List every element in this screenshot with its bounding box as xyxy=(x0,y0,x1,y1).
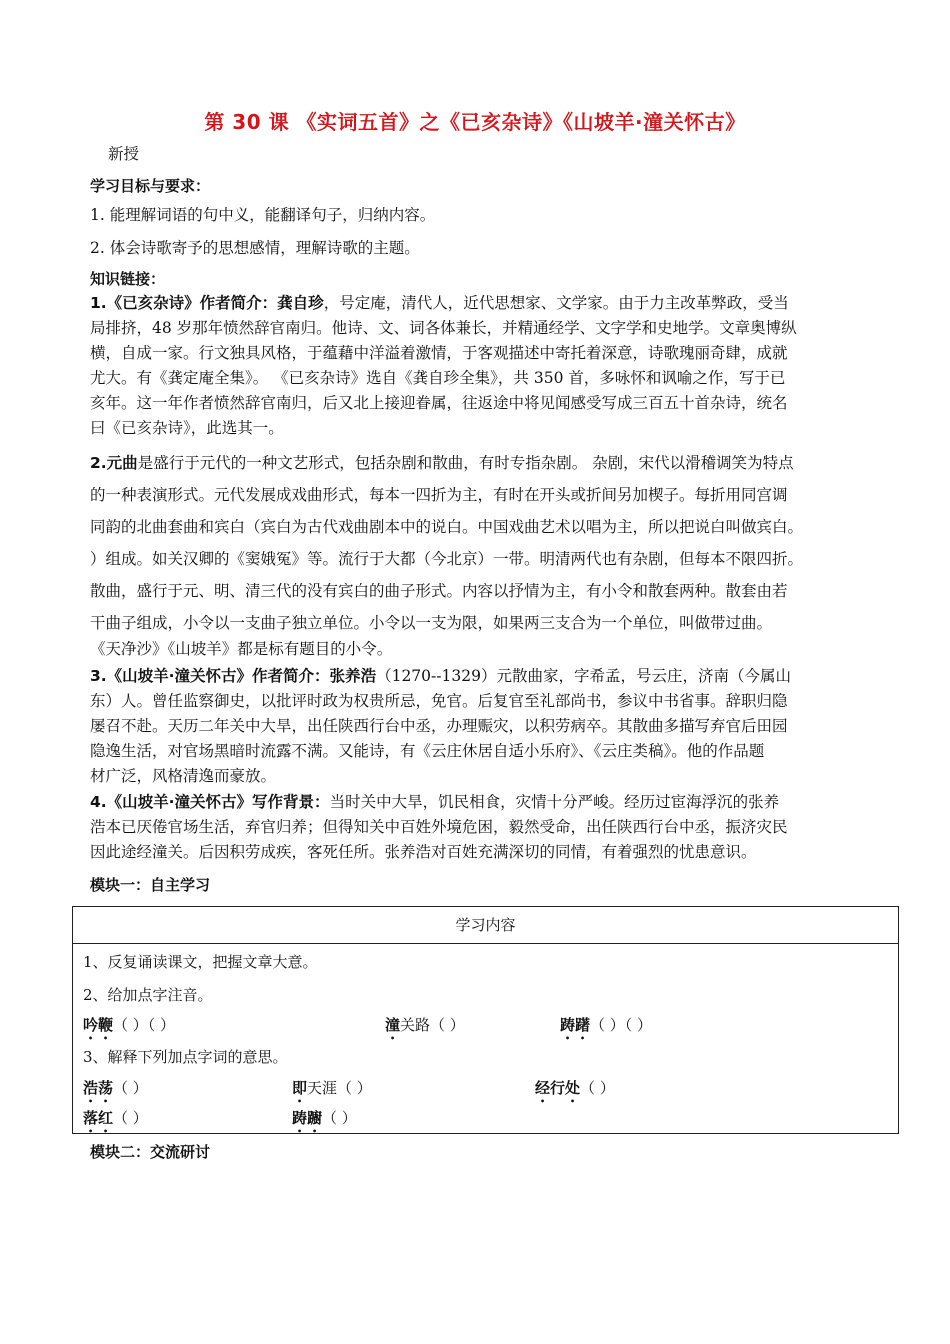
paragraph-line: ，号定庵，清代人，近代思想家、文学家。由于力主改革弊政，受当 xyxy=(323,294,789,312)
knowledge-paragraph-1 xyxy=(90,291,862,441)
meaning-item-1 xyxy=(83,1077,148,1106)
paragraph-line: 横，自成一家。行文独具风格，于蕴藉中洋溢着激情，于客观描述中寄托着深意，诗歌瑰丽奇肆，成就 xyxy=(90,344,788,362)
dotted-word: 踌躕 xyxy=(292,1109,323,1127)
module2-heading: 模块二：交流研讨 xyxy=(90,1143,211,1161)
paragraph-line: 的一种表演形式。元代发展成戏曲形式，每本一四折为主，有时在开头或折间另加楔子。每折用同宫调 xyxy=(90,486,788,504)
paragraph-line: 散曲，盛行于元、明、清三代的没有宾白的曲子形式。内容以抒情为主，有小令和散套两种。散套由若 xyxy=(90,582,788,600)
goals-heading: 学习目标与要求： xyxy=(90,177,211,195)
paragraph-label: 4.《山坡羊·潼关怀古》写作背景： xyxy=(90,793,330,811)
answer-blank[interactable]: （ ） xyxy=(322,1109,357,1127)
dotted-word: 处 xyxy=(565,1079,581,1097)
answer-blank[interactable]: （ ）（ ） xyxy=(590,1016,653,1034)
paragraph-line: 干曲子组成，小令以一支曲子独立单位。小令以一支为限，如果两三支合为一个单位，叫做带过曲。 xyxy=(90,614,773,632)
paragraph-line: 隐逸生活，对官场黑暗时流露不满。又能诗，有《云庄休居自适小乐府》、《云庄类稿》。他的作品题 xyxy=(90,742,765,760)
pinyin-item-3 xyxy=(560,1014,652,1043)
answer-blank[interactable]: （ ） xyxy=(580,1079,615,1097)
paragraph-line: 亥年。这一年作者愤然辞官南归，后又北上接迎眷属，往返途中将见闻感受写成三百五十首杂诗，统名 xyxy=(90,394,788,412)
paragraph-line: 局排挤，48 岁那年愤然辞官南归。他诗、文、词各体兼长，并精通经学、文字学和史地学。文章奥博纵 xyxy=(90,319,797,337)
meaning-item-3 xyxy=(535,1077,615,1106)
goal-item: 2. 体会诗歌寄予的思想感情，理解诗歌的主题。 xyxy=(90,239,420,257)
paragraph-line: 屡召不赴。天历二年关中大旱，出任陕西行台中丞，办理赈灾，以积劳病卒。其散曲多描写弃官后田园 xyxy=(90,717,788,735)
dotted-word: 经 xyxy=(535,1079,551,1097)
paragraph-line: （1270--1329）元散曲家，字希孟，号云庄，济南（今属山 xyxy=(376,667,791,685)
page-title: 第 30 课 《实词五首》之《已亥杂诗》《山坡羊·潼关怀古》 xyxy=(204,110,746,134)
goal-item: 1. 能理解词语的句中义，能翻译句子，归纳内容。 xyxy=(90,206,436,224)
paragraph-line: 尤大。有《龚定庵全集》。 《已亥杂诗》选自《龚自珍全集》，共 350 首，多咏怀和讽喻之作，写于已 xyxy=(90,369,786,387)
paragraph-line: 当时关中大旱，饥民相食，灾情十分严峻。经历过宦海浮沉的张养 xyxy=(329,793,780,811)
knowledge-heading: 知识链接： xyxy=(90,270,166,288)
task-3: 3、解释下列加点字词的意思。 xyxy=(83,1048,288,1066)
paragraph-line: 材广泛，风格清逸而豪放。 xyxy=(90,767,277,785)
meaning-item-5 xyxy=(292,1107,357,1136)
paragraph-line: 是盛行于元代的一种文艺形式，包括杂剧和散曲，有时专指杂剧。 杂剧，宋代以滑稽调笑为特点 xyxy=(137,454,794,472)
answer-blank[interactable]: 天涯（ ） xyxy=(307,1079,372,1097)
paragraph-line: 同韵的北曲套曲和宾白（宾白为古代戏曲剧本中的说白。中国戏曲艺术以唱为主，所以把说白叫做宾白。 xyxy=(90,518,804,536)
pinyin-item-1 xyxy=(83,1014,175,1043)
paragraph-line: 《天净沙》《山坡羊》都是标有题目的小令。 xyxy=(90,640,393,658)
dotted-word: 踌躇 xyxy=(560,1016,591,1034)
meaning-item-2 xyxy=(292,1077,372,1106)
answer-blank[interactable]: （ ） xyxy=(113,1079,148,1097)
task-2: 2、给加点字注音。 xyxy=(83,986,213,1004)
module1-heading: 模块一：自主学习 xyxy=(90,876,211,894)
knowledge-paragraph-4 xyxy=(90,790,862,865)
paragraph-line: 因此途经潼关。后因积劳成疾，客死任所。张养浩对百姓充满深切的同情，有着强烈的忧患意识。 xyxy=(90,843,757,861)
paragraph-label: 1.《已亥杂诗》作者简介：龚自珍 xyxy=(90,294,324,312)
task-1: 1、反复诵读课文，把握文章大意。 xyxy=(83,953,318,971)
dotted-word: 浩荡 xyxy=(83,1079,114,1097)
knowledge-paragraph-3 xyxy=(90,664,862,789)
dotted-word: 即 xyxy=(292,1079,308,1097)
pinyin-item-2 xyxy=(385,1014,465,1043)
knowledge-paragraph-2 xyxy=(90,447,862,639)
paragraph-line: ）组成。如关汉卿的《窦娥冤》等。流行于大都（今北京）一带。明清两代也有杂剧，但每本不限四折。 xyxy=(90,550,804,568)
dotted-word: 落红 xyxy=(83,1109,114,1127)
paragraph-line: 东）人。曾任监察御史，以批评时政为权贵所忌，免官。后复官至礼部尚书，参议中书省事。辞职归隐 xyxy=(90,692,788,710)
table-header: 学习内容 xyxy=(73,907,898,944)
paragraph-label: 2.元曲 xyxy=(90,454,138,472)
answer-blank[interactable]: （ ） xyxy=(113,1109,148,1127)
dotted-word: 潼 xyxy=(385,1016,401,1034)
answer-blank[interactable]: （ ）（ ） xyxy=(113,1016,176,1034)
paragraph-label: 3.《山坡羊·潼关怀古》作者简介：张养浩 xyxy=(90,667,377,685)
answer-blank[interactable]: 关路（ ） xyxy=(400,1016,465,1034)
meaning-item-4 xyxy=(83,1107,148,1136)
paragraph-line: 浩本已厌倦官场生活，弃官归养；但得知关中百姓外境危困，毅然受命，出任陕西行台中丞，振济灾民 xyxy=(90,818,788,836)
dotted-word: 吟鞭 xyxy=(83,1016,114,1034)
study-content-table xyxy=(72,906,899,1134)
paragraph-line: 曰《已亥杂诗》，此选其一。 xyxy=(90,419,284,437)
word-part: 行 xyxy=(550,1079,566,1097)
lesson-type: 新授 xyxy=(108,145,140,163)
